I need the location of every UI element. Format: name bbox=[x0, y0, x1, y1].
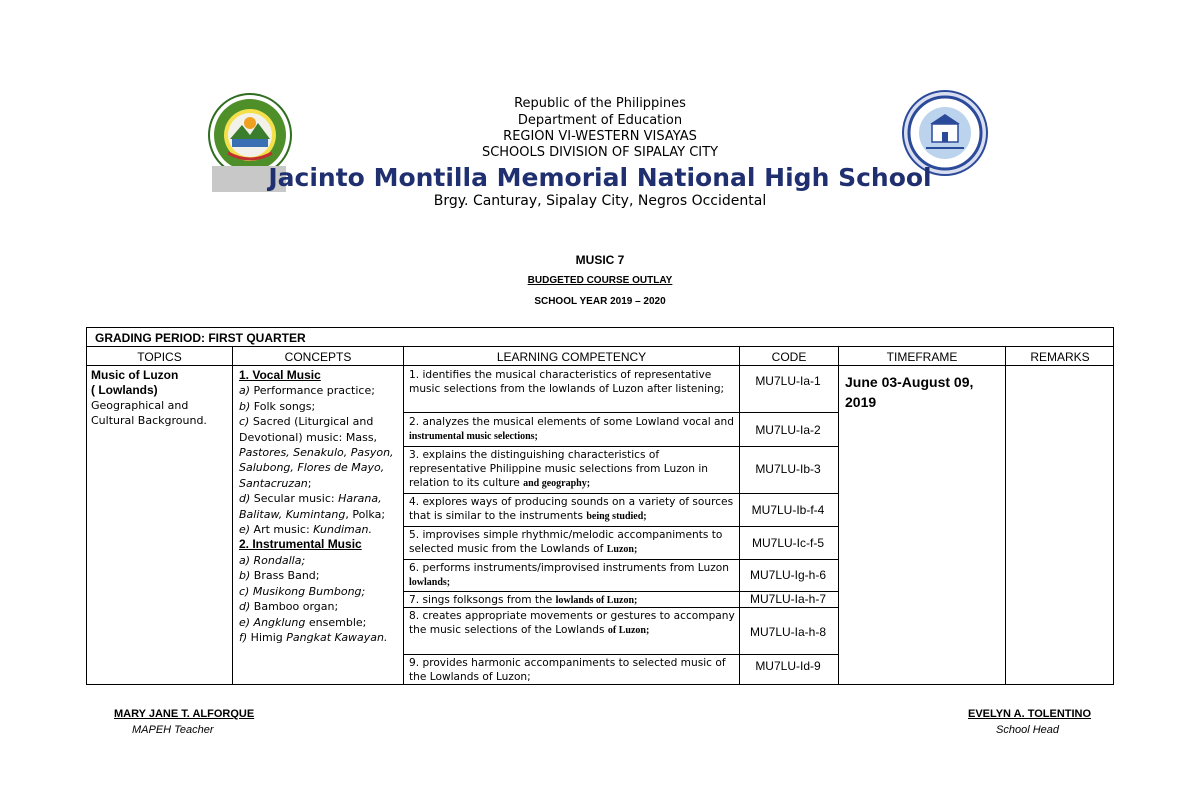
concepts-cell bbox=[239, 368, 404, 645]
code-6: MU7LU-Ig-h-6 bbox=[749, 568, 827, 582]
col-header-competency: LEARNING COMPETENCY bbox=[496, 350, 647, 364]
concept-f2: f) Himig Pangkat Kawayan. bbox=[239, 630, 388, 644]
competency-4: 4. explores ways of producing sounds on a variety of sources that is similar to the instruments being studied; bbox=[409, 496, 734, 522]
competency-6: 6. performs instruments/improvised instruments from Luzon lowlands; bbox=[409, 562, 729, 588]
concept-d1: d) Secular music: Harana, Balitaw, Kumintang, Polka; bbox=[239, 492, 386, 521]
concept-d2: d) Bamboo organ; bbox=[239, 600, 339, 614]
code-5: MU7LU-Ic-f-5 bbox=[751, 536, 824, 550]
head-role: School Head bbox=[996, 724, 1059, 736]
subject-title: MUSIC 7 bbox=[575, 253, 625, 267]
school-address: Brgy. Canturay, Sipalay City, Negros Occidental bbox=[433, 193, 767, 209]
code-8: MU7LU-Ia-h-8 bbox=[749, 625, 827, 639]
code-9: MU7LU-Id-9 bbox=[755, 659, 821, 673]
school-name: Jacinto Montilla Memorial National High School bbox=[268, 163, 932, 192]
code-2: MU7LU-Ia-2 bbox=[755, 423, 821, 437]
concept-b2: b) Brass Band; bbox=[239, 569, 320, 583]
vocal-music-heading: 1. Vocal Music bbox=[239, 368, 321, 382]
col-header-code: CODE bbox=[771, 350, 807, 364]
timeframe-cell: June 03-August 09, 2019 bbox=[845, 374, 974, 410]
topic-subtitle: ( Lowlands) bbox=[91, 383, 158, 397]
competency-2: 2. analyzes the musical elements of some Lowland vocal and instrumental music selections; bbox=[409, 416, 734, 442]
topic-title: Music of Luzon bbox=[91, 368, 179, 382]
col-header-timeframe: TIMEFRAME bbox=[886, 350, 958, 364]
concept-a1: a) Performance practice; bbox=[239, 384, 375, 398]
header-republic: Republic of the Philippines bbox=[514, 96, 686, 111]
header-division: SCHOOLS DIVISION OF SIPALAY CITY bbox=[481, 145, 719, 160]
teacher-role: MAPEH Teacher bbox=[132, 724, 214, 736]
instrumental-music-heading: 2. Instrumental Music bbox=[239, 537, 362, 552]
col-header-topics: TOPICS bbox=[137, 350, 182, 364]
competency-7: 7. sings folksongs from the lowlands of Luzon; bbox=[409, 594, 638, 606]
header-department: Department of Education bbox=[517, 113, 683, 128]
concept-e2: e) Angklung ensemble; bbox=[239, 615, 367, 629]
teacher-name: MARY JANE T. ALFORQUE bbox=[114, 708, 255, 720]
topic-cell bbox=[91, 368, 231, 428]
concept-c1: c) Sacred (Liturgical and Devotional) music: Mass, Pastores, Senakulo, Pasyon, Salubong, Flores de Mayo, Santacruzan; bbox=[239, 415, 394, 490]
concept-c2: c) Musikong Bumbong; bbox=[239, 584, 366, 598]
code-1: MU7LU-Ia-1 bbox=[755, 374, 821, 388]
course-outlay-table bbox=[86, 327, 1114, 685]
col-header-concepts: CONCEPTS bbox=[284, 350, 352, 364]
head-name: EVELYN A. TOLENTINO bbox=[968, 708, 1092, 720]
competency-9: 9. provides harmonic accompaniments to selected music of the Lowlands of Luzon; bbox=[409, 657, 726, 683]
concept-e1: e) Art music: Kundiman. bbox=[239, 523, 372, 537]
code-7: MU7LU-Ia-h-7 bbox=[749, 592, 827, 606]
outlay-title: BUDGETED COURSE OUTLAY bbox=[527, 275, 673, 286]
competency-8: 8. creates appropriate movements or gestures to accompany the music selections of the Lowlands of Luzon; bbox=[409, 610, 735, 636]
grading-period: GRADING PERIOD: FIRST QUARTER bbox=[95, 331, 306, 345]
concept-b1: b) Folk songs; bbox=[239, 399, 316, 413]
competency-3: 3. explains the distinguishing characteristics of representative Philippine music selections from Luzon in relation to its culture and geography; bbox=[409, 449, 708, 489]
competency-1: 1. identifies the musical characteristics of representative music selections from the lowlands of Luzon after listening; bbox=[409, 369, 725, 395]
school-year-title: SCHOOL YEAR 2019 – 2020 bbox=[534, 296, 666, 307]
code-3: MU7LU-Ib-3 bbox=[755, 462, 821, 476]
topic-description: Geographical and Cultural Background. bbox=[91, 399, 207, 427]
concept-a2: a) Rondalla; bbox=[239, 553, 306, 567]
header-region: REGION VI-WESTERN VISAYAS bbox=[503, 129, 697, 144]
competency-5: 5. improvises simple rhythmic/melodic accompaniments to selected music from the Lowlands of Luzon; bbox=[409, 529, 723, 555]
code-4: MU7LU-Ib-f-4 bbox=[751, 503, 825, 517]
col-header-remarks: REMARKS bbox=[1030, 350, 1090, 364]
